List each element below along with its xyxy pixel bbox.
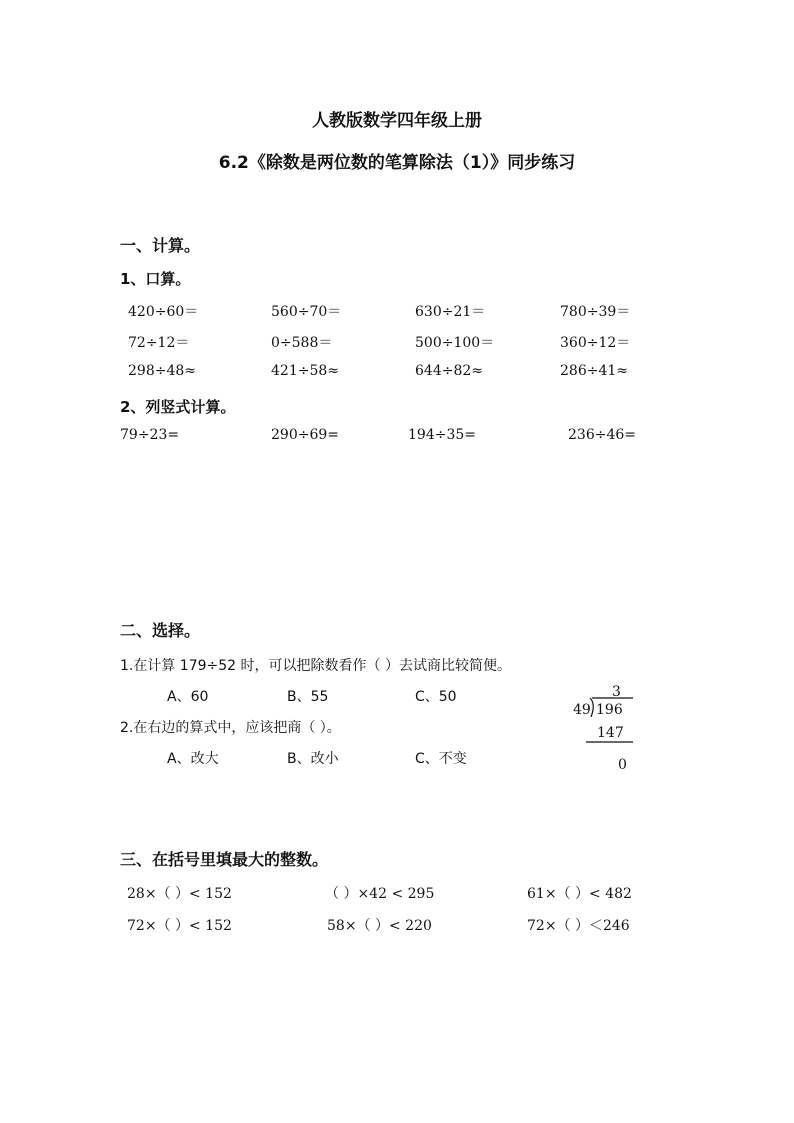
section-heading-fill-blank: 三、在括号里填最大的整数。 (120, 850, 329, 869)
vertical-calc-item: 290÷69= (271, 427, 339, 443)
mental-math-item: 500÷100＝ (415, 335, 495, 351)
divisor: 49 (573, 702, 591, 718)
option-a: A、60 (167, 689, 209, 705)
fill-blank-item: 72×（ ）＜246 (527, 918, 630, 934)
option-a: A、改大 (167, 751, 219, 767)
dividend: 196 (596, 702, 623, 718)
fill-blank-item: 58×（ ）< 220 (327, 918, 432, 934)
mental-math-item: 780÷39＝ (560, 304, 631, 320)
option-c: C、50 (415, 689, 457, 705)
remainder: 0 (618, 757, 627, 773)
fill-blank-item: （ ）×42 < 295 (325, 886, 435, 902)
vertical-calc-item: 236÷46= (568, 427, 636, 443)
mental-math-item: 360÷12＝ (560, 335, 631, 351)
section-heading-choice: 二、选择。 (120, 621, 201, 640)
mental-math-item: 286÷41≈ (560, 363, 628, 379)
subsection-heading-mental-math: 1、口算。 (120, 270, 191, 288)
mental-math-item: 298÷48≈ (128, 363, 196, 379)
option-b: B、改小 (287, 751, 339, 767)
section-heading-calculation: 一、计算。 (120, 236, 201, 255)
mental-math-item: 0÷588＝ (271, 335, 333, 351)
quotient: 3 (612, 684, 621, 700)
option-b: B、55 (287, 689, 329, 705)
option-c: C、不变 (415, 751, 467, 767)
long-division-figure (563, 684, 643, 776)
vertical-calc-item: 79÷23= (120, 427, 180, 443)
question-2: 2.在右边的算式中，应该把商（ ）。 (120, 720, 341, 736)
fill-blank-item: 28×（ ）< 152 (127, 886, 232, 902)
fill-blank-item: 72×（ ）< 152 (127, 918, 232, 934)
mental-math-item: 630÷21＝ (415, 304, 486, 320)
subsection-heading-vertical-calc: 2、列竖式计算。 (120, 398, 236, 416)
mental-math-item: 72÷12＝ (128, 335, 190, 351)
question-1: 1.在计算 179÷52 时，可以把除数看作（ ）去试商比较简便。 (120, 658, 511, 674)
page-title: 人教版数学四年级上册 (312, 111, 482, 131)
vertical-calc-item: 194÷35= (408, 427, 476, 443)
mental-math-item: 560÷70＝ (271, 304, 342, 320)
mental-math-item: 644÷82≈ (415, 363, 483, 379)
fill-blank-item: 61×（ ）< 482 (527, 886, 632, 902)
mental-math-item: 421÷58≈ (271, 363, 339, 379)
page-subtitle: 6.2《除数是两位数的笔算除法（1）》同步练习 (218, 153, 576, 173)
mental-math-item: 420÷60＝ (128, 304, 199, 320)
product: 147 (597, 725, 624, 741)
